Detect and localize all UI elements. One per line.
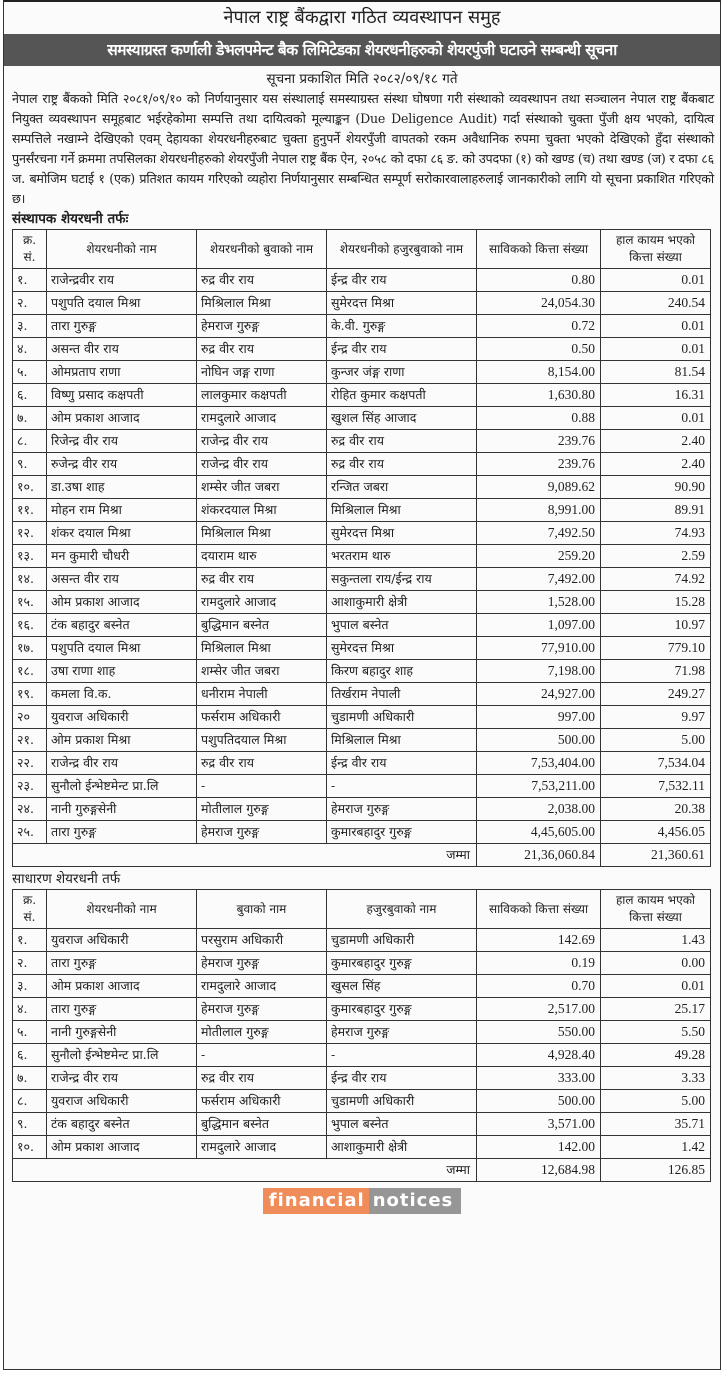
previous-units: 500.00 <box>477 1090 601 1113</box>
table-row <box>13 453 711 476</box>
grandfather-name: आशाकुमारी क्षेत्री <box>327 591 477 614</box>
father-name: मोतीलाल गुरुङ्ग <box>197 1021 327 1044</box>
table-row <box>13 637 711 660</box>
current-units: 9.97 <box>601 706 711 729</box>
grandfather-name: ईन्द्र वीर राय <box>327 1067 477 1090</box>
table-row <box>13 476 711 499</box>
shareholder-name: युवराज अधिकारी <box>47 706 197 729</box>
total-row <box>13 1159 711 1182</box>
shareholder-name: युवराज अधिकारी <box>47 929 197 952</box>
total-label: जम्मा <box>13 844 477 867</box>
previous-units: 7,492.50 <box>477 522 601 545</box>
shareholder-name: ओम प्रकाश मिश्रा <box>47 729 197 752</box>
father-name: हेमराज गुरुङ्ग <box>197 821 327 844</box>
table-row <box>13 1067 711 1090</box>
founder-shareholders-table <box>12 229 711 867</box>
header-serial: क्र. सं. <box>13 890 47 929</box>
grandfather-name: भरतराम थारु <box>327 545 477 568</box>
table-row <box>13 952 711 975</box>
father-name: रामदुलारे आजाद <box>197 591 327 614</box>
grandfather-name: हेमराज गुरुङ्ग <box>327 1021 477 1044</box>
shareholder-name: तारा गुरुङ्ग <box>47 952 197 975</box>
serial-number: ९. <box>13 453 47 476</box>
previous-units: 0.80 <box>477 269 601 292</box>
current-units: 4,456.05 <box>601 821 711 844</box>
shareholder-name: उषा राणा शाह <box>47 660 197 683</box>
table-row <box>13 591 711 614</box>
grandfather-name: ईन्द्र वीर राय <box>327 269 477 292</box>
shareholder-name: ओम प्रकाश आजाद <box>47 1136 197 1159</box>
serial-number: १. <box>13 929 47 952</box>
father-name: राजेन्द्र वीर राय <box>197 453 327 476</box>
serial-number: १७. <box>13 637 47 660</box>
previous-units: 1,630.80 <box>477 384 601 407</box>
father-name: पशुपतिदयाल मिश्रा <box>197 729 327 752</box>
current-units: 7,534.04 <box>601 752 711 775</box>
shareholder-name: असन्त वीर राय <box>47 338 197 361</box>
serial-number: ९. <box>13 1113 47 1136</box>
current-units: 5.00 <box>601 729 711 752</box>
previous-units: 2,517.00 <box>477 998 601 1021</box>
current-units: 3.33 <box>601 1067 711 1090</box>
serial-number: १६. <box>13 614 47 637</box>
current-units: 10.97 <box>601 614 711 637</box>
serial-number: ४. <box>13 338 47 361</box>
table-row <box>13 568 711 591</box>
father-name: रामदुलारे आजाद <box>197 975 327 998</box>
table-row <box>13 775 711 798</box>
table-row <box>13 1021 711 1044</box>
father-name: शम्सेर जीत जबरा <box>197 476 327 499</box>
current-units: 5.00 <box>601 1090 711 1113</box>
current-units: 0.01 <box>601 269 711 292</box>
father-name: रुद्र वीर राय <box>197 338 327 361</box>
previous-units: 142.00 <box>477 1136 601 1159</box>
header-current-units: हाल कायम भएको कित्ता संख्या <box>601 890 711 929</box>
father-name: फर्सराम अधिकारी <box>197 1090 327 1113</box>
father-name: मिश्रिलाल मिश्रा <box>197 522 327 545</box>
grandfather-name: मिश्रिलाल मिश्रा <box>327 729 477 752</box>
father-name: रुद्र वीर राय <box>197 1067 327 1090</box>
grandfather-name: के.वी. गुरुङ्ग <box>327 315 477 338</box>
grandfather-name: ईन्द्र वीर राय <box>327 338 477 361</box>
serial-number: ७. <box>13 407 47 430</box>
father-name: हेमराज गुरुङ्ग <box>197 952 327 975</box>
father-name: बुद्धिमान बस्नेत <box>197 614 327 637</box>
shareholder-name: विष्णु प्रसाद कक्षपती <box>47 384 197 407</box>
grandfather-name: रुद्र वीर राय <box>327 430 477 453</box>
previous-units: 333.00 <box>477 1067 601 1090</box>
shareholder-name: डा.उषा शाह <box>47 476 197 499</box>
shareholder-name: ओम प्रकाश आजाद <box>47 591 197 614</box>
previous-units: 8,991.00 <box>477 499 601 522</box>
serial-number: १०. <box>13 1136 47 1159</box>
serial-number: ४. <box>13 998 47 1021</box>
header-current-units: हाल कायम भएको कित्ता संख्या <box>601 230 711 269</box>
current-units: 0.01 <box>601 975 711 998</box>
previous-units: 7,492.00 <box>477 568 601 591</box>
current-units: 49.28 <box>601 1044 711 1067</box>
current-units: 90.90 <box>601 476 711 499</box>
serial-number: २२. <box>13 752 47 775</box>
previous-units: 0.19 <box>477 952 601 975</box>
serial-number: २१. <box>13 729 47 752</box>
grandfather-name: मिश्रिलाल मिश्रा <box>327 499 477 522</box>
previous-units: 997.00 <box>477 706 601 729</box>
father-name: - <box>197 775 327 798</box>
previous-units: 9,089.62 <box>477 476 601 499</box>
serial-number: १५. <box>13 591 47 614</box>
shareholder-name: टंक बहादुर बस्नेत <box>47 1113 197 1136</box>
shareholder-name: तारा गुरुङ्ग <box>47 315 197 338</box>
previous-units: 0.50 <box>477 338 601 361</box>
total-current-units: 126.85 <box>601 1159 711 1182</box>
grandfather-name: कुमारबहादुर गुरुङ्ग <box>327 998 477 1021</box>
current-units: 0.01 <box>601 315 711 338</box>
current-units: 35.71 <box>601 1113 711 1136</box>
header-shareholder-name: शेयरधनीको नाम <box>47 890 197 929</box>
current-units: 71.98 <box>601 660 711 683</box>
current-units: 1.43 <box>601 929 711 952</box>
father-name: शंकरदयाल मिश्रा <box>197 499 327 522</box>
shareholder-name: राजेन्द्र वीर राय <box>47 752 197 775</box>
table-row <box>13 1044 711 1067</box>
current-units: 2.40 <box>601 453 711 476</box>
serial-number: ५. <box>13 1021 47 1044</box>
table-row <box>13 798 711 821</box>
table-row <box>13 614 711 637</box>
header-father-name: बुवाको नाम <box>197 890 327 929</box>
founder-section-label: संस्थापक शेयरधनी तर्फः <box>12 211 129 227</box>
serial-number: १८. <box>13 660 47 683</box>
shareholder-name: पशुपति दयाल मिश्रा <box>47 292 197 315</box>
father-name: धनीराम नेपाली <box>197 683 327 706</box>
table-row <box>13 975 711 998</box>
shareholder-name: तारा गुरुङ्ग <box>47 998 197 1021</box>
grandfather-name: रन्जित जबरा <box>327 476 477 499</box>
watermark-text-right: notices <box>369 1188 462 1214</box>
previous-units: 4,45,605.00 <box>477 821 601 844</box>
previous-units: 1,528.00 <box>477 591 601 614</box>
previous-units: 500.00 <box>477 729 601 752</box>
shareholder-name: टंक बहादुर बस्नेत <box>47 614 197 637</box>
previous-units: 1,097.00 <box>477 614 601 637</box>
serial-number: १२. <box>13 522 47 545</box>
grandfather-name: कुमारबहादुर गुरुङ्ग <box>327 952 477 975</box>
grandfather-name: किरण बहादुर शाह <box>327 660 477 683</box>
table-row <box>13 269 711 292</box>
shareholder-name: रिजेन्द्र वीर राय <box>47 430 197 453</box>
shareholder-name: सुनौलो ईन्भेष्टमेन्ट प्रा.लि <box>47 1044 197 1067</box>
header-previous-units: साविकको कित्ता संख्या <box>477 890 601 929</box>
previous-units: 550.00 <box>477 1021 601 1044</box>
previous-units: 239.76 <box>477 453 601 476</box>
previous-units: 2,038.00 <box>477 798 601 821</box>
table-row <box>13 499 711 522</box>
current-units: 74.92 <box>601 568 711 591</box>
father-name: नोघिन जङ्ग राणा <box>197 361 327 384</box>
father-name: फर्सराम अधिकारी <box>197 706 327 729</box>
current-units: 1.42 <box>601 1136 711 1159</box>
previous-units: 7,53,211.00 <box>477 775 601 798</box>
watermark-strip <box>4 1186 720 1216</box>
father-name: हेमराज गुरुङ्ग <box>197 315 327 338</box>
previous-units: 7,198.00 <box>477 660 601 683</box>
shareholder-name: राजेन्द्रवीर राय <box>47 269 197 292</box>
notice-page <box>3 0 721 1370</box>
grandfather-name: - <box>327 775 477 798</box>
header-serial: क्र. सं. <box>13 230 47 269</box>
serial-number: २० <box>13 706 47 729</box>
previous-units: 3,571.00 <box>477 1113 601 1136</box>
shareholder-name: मन कुमारी चौधरी <box>47 545 197 568</box>
grandfather-name: कुन्जर जंङ्ग राणा <box>327 361 477 384</box>
current-units: 2.40 <box>601 430 711 453</box>
father-name: रुद्र वीर राय <box>197 269 327 292</box>
watermark-logo <box>263 1188 461 1214</box>
father-name: रामदुलारे आजाद <box>197 407 327 430</box>
general-table-body <box>13 929 711 1159</box>
serial-number: १९. <box>13 683 47 706</box>
serial-number: ७. <box>13 1067 47 1090</box>
total-label: जम्मा <box>13 1159 477 1182</box>
father-name: - <box>197 1044 327 1067</box>
previous-units: 24,927.00 <box>477 683 601 706</box>
table-row <box>13 522 711 545</box>
table-row <box>13 1113 711 1136</box>
previous-units: 7,53,404.00 <box>477 752 601 775</box>
serial-number: ३. <box>13 315 47 338</box>
current-units: 0.01 <box>601 338 711 361</box>
table-row <box>13 706 711 729</box>
serial-number: २३. <box>13 775 47 798</box>
table-header-row <box>13 230 711 269</box>
watermark-text-left: financial <box>263 1188 369 1214</box>
table-row <box>13 929 711 952</box>
current-units: 25.17 <box>601 998 711 1021</box>
previous-units: 0.88 <box>477 407 601 430</box>
serial-number: ६. <box>13 1044 47 1067</box>
current-units: 15.28 <box>601 591 711 614</box>
father-name: लालकुमार कक्षपती <box>197 384 327 407</box>
current-units: 20.38 <box>601 798 711 821</box>
previous-units: 77,910.00 <box>477 637 601 660</box>
grandfather-name: भुपाल बस्नेत <box>327 614 477 637</box>
previous-units: 0.70 <box>477 975 601 998</box>
grandfather-name: रुद्र वीर राय <box>327 453 477 476</box>
table-row <box>13 545 711 568</box>
grandfather-name: ईन्द्र वीर राय <box>327 752 477 775</box>
father-name: मिश्रिलाल मिश्रा <box>197 637 327 660</box>
grandfather-name: चुडामणी अधिकारी <box>327 929 477 952</box>
table-row <box>13 292 711 315</box>
header-shareholder-name: शेयरधनीको नाम <box>47 230 197 269</box>
serial-number: ११. <box>13 499 47 522</box>
table-row <box>13 683 711 706</box>
table-row <box>13 407 711 430</box>
current-units: 779.10 <box>601 637 711 660</box>
serial-number: ३. <box>13 975 47 998</box>
serial-number: ६. <box>13 384 47 407</box>
current-units: 2.59 <box>601 545 711 568</box>
father-name: रुद्र वीर राय <box>197 752 327 775</box>
previous-units: 24,054.30 <box>477 292 601 315</box>
serial-number: २. <box>13 952 47 975</box>
table-row <box>13 361 711 384</box>
header-previous-units: साविकको कित्ता संख्या <box>477 230 601 269</box>
published-date: सूचना प्रकाशित मिति २०८२/०९/१८ गते <box>266 71 458 87</box>
previous-units: 8,154.00 <box>477 361 601 384</box>
current-units: 0.01 <box>601 407 711 430</box>
header-grandfather-name: हजुरबुवाको नाम <box>327 890 477 929</box>
total-previous-units: 12,684.98 <box>477 1159 601 1182</box>
grandfather-name: सुमेरदत्त मिश्रा <box>327 637 477 660</box>
total-row <box>13 844 711 867</box>
serial-number: २४. <box>13 798 47 821</box>
header-grandfather-name: शेयरधनीको हजुरबुवाको नाम <box>327 230 477 269</box>
grandfather-name: चुडामणी अधिकारी <box>327 1090 477 1113</box>
previous-units: 259.20 <box>477 545 601 568</box>
father-name: परसुराम अधिकारी <box>197 929 327 952</box>
current-units: 74.93 <box>601 522 711 545</box>
shareholder-name: रुजेन्द्र वीर राय <box>47 453 197 476</box>
father-name: शम्सेर जीत जबरा <box>197 660 327 683</box>
previous-units: 239.76 <box>477 430 601 453</box>
grandfather-name: रोहित कुमार कक्षपती <box>327 384 477 407</box>
table-header-row <box>13 890 711 929</box>
grandfather-name: खुसल सिंह <box>327 975 477 998</box>
serial-number: ८. <box>13 430 47 453</box>
table-row <box>13 315 711 338</box>
serial-number: १०. <box>13 476 47 499</box>
grandfather-name: सुमेरदत्त मिश्रा <box>327 292 477 315</box>
father-name: रामदुलारे आजाद <box>197 1136 327 1159</box>
grandfather-name: हेमराज गुरुङ्ग <box>327 798 477 821</box>
father-name: मोतीलाल गुरुङ्ग <box>197 798 327 821</box>
current-units: 7,532.11 <box>601 775 711 798</box>
header-father-name: शेयरधनीको बुवाको नाम <box>197 230 327 269</box>
shareholder-name: नानी गुरुङ्गसेनी <box>47 798 197 821</box>
father-name: रुद्र वीर राय <box>197 568 327 591</box>
grandfather-name: - <box>327 1044 477 1067</box>
current-units: 249.27 <box>601 683 711 706</box>
serial-number: ५. <box>13 361 47 384</box>
founder-table-body <box>13 269 711 844</box>
shareholder-name: नानी गुरुङ्गसेनी <box>47 1021 197 1044</box>
current-units: 16.31 <box>601 384 711 407</box>
grandfather-name: भुपाल बस्नेत <box>327 1113 477 1136</box>
serial-number: १४. <box>13 568 47 591</box>
current-units: 5.50 <box>601 1021 711 1044</box>
shareholder-name: ओमप्रताप राणा <box>47 361 197 384</box>
table-row <box>13 430 711 453</box>
previous-units: 0.72 <box>477 315 601 338</box>
total-previous-units: 21,36,060.84 <box>477 844 601 867</box>
grandfather-name: सकुन्तला राय/ईन्द्र राय <box>327 568 477 591</box>
grandfather-name: कुमारबहादुर गुरुङ्ग <box>327 821 477 844</box>
notice-title-banner: समस्याग्रस्त कर्णाली डेभलपमेन्ट बैक लिमिटेडका शेयरधनीहरुको शेयरपुंजी घटाउने सम्बन्धी सूचना <box>4 34 720 66</box>
current-units: 0.00 <box>601 952 711 975</box>
table-row <box>13 729 711 752</box>
shareholder-name: मोहन राम मिश्रा <box>47 499 197 522</box>
current-units: 240.54 <box>601 292 711 315</box>
father-name: राजेन्द्र वीर राय <box>197 430 327 453</box>
notice-body-paragraph: नेपाल राष्ट्र बैंकको मिति २०८१/०९/१० को निर्णयानुसार यस संस्थालाई समस्याग्रस्त संस्था घोषणा गरी संस्थाको व्यवस्थापन तथा सञ्चालन नेपाल राष्ट्र बैंकबाट नियुक्त व्यवस्थापन समूहबाट भईरहेकोमा सम्पत्ति तथा दायित्वको मूल्याङ्कन (Due Deligence Audit) गर्दा संस्थाको चुक्ता पुँजी क्षय भएको, दायित्व सम्पत्तिले नखाम्ने देखिएको एवम् देहायका शेयरधनीहरुबाट चुक्ता हुनुपर्ने शेयरपुँजी वापतको रकम अवैधानिक रुपमा चुक्ता भएको देखिएको हुँदा संस्थाको पुनर्संरचना गर्ने क्रममा तपसिलका शेयरधनीहरुको शेयरपुँजी नेपाल राष्ट्र बैंक ऐन, २०५८ को दफा ८६ ङ. को उपदफा (१) को खण्ड (च) तथा खण्ड (ज) र दफा ८६ ज. बमोजिम घटाई १ (एक) प्रतिशत कायम गरिएको व्यहोरा निर्णयानुसार सम्बन्धित सम्पूर्ण सरोकारवालाहरुलाई जानकारीको लागि यो सूचना प्रकाशित गरिएको छ। <box>12 91 714 206</box>
table-row <box>13 821 711 844</box>
shareholder-name: राजेन्द्र वीर राय <box>47 1067 197 1090</box>
general-shareholders-table <box>12 889 711 1182</box>
shareholder-name: ओम प्रकाश आजाद <box>47 407 197 430</box>
previous-units: 142.69 <box>477 929 601 952</box>
table-row <box>13 1136 711 1159</box>
shareholder-name: युवराज अधिकारी <box>47 1090 197 1113</box>
father-name: हेमराज गुरुङ्ग <box>197 998 327 1021</box>
table-row <box>13 1090 711 1113</box>
previous-units: 4,928.40 <box>477 1044 601 1067</box>
table-row <box>13 998 711 1021</box>
father-name: मिश्रिलाल मिश्रा <box>197 292 327 315</box>
table-row <box>13 660 711 683</box>
general-section-label: साधारण शेयरधनी तर्फ <box>12 871 121 887</box>
father-name: बुद्धिमान बस्नेत <box>197 1113 327 1136</box>
shareholder-name: कमला वि.क. <box>47 683 197 706</box>
father-name: दयाराम थारु <box>197 545 327 568</box>
grandfather-name: चुडामणी अधिकारी <box>327 706 477 729</box>
serial-number: २. <box>13 292 47 315</box>
shareholder-name: शंकर दयाल मिश्रा <box>47 522 197 545</box>
serial-number: १. <box>13 269 47 292</box>
serial-number: ८. <box>13 1090 47 1113</box>
org-title: नेपाल राष्ट्र बैंकद्वारा गठित व्यवस्थापन समुह <box>223 7 501 28</box>
shareholder-name: तारा गुरुङ्ग <box>47 821 197 844</box>
grandfather-name: तिर्खराम नेपाली <box>327 683 477 706</box>
total-current-units: 21,360.61 <box>601 844 711 867</box>
current-units: 89.91 <box>601 499 711 522</box>
serial-number: १३. <box>13 545 47 568</box>
table-row <box>13 752 711 775</box>
grandfather-name: आशाकुमारी क्षेत्री <box>327 1136 477 1159</box>
grandfather-name: खुशल सिंह आजाद <box>327 407 477 430</box>
table-row <box>13 384 711 407</box>
shareholder-name: असन्त वीर राय <box>47 568 197 591</box>
shareholder-name: पशुपति दयाल मिश्रा <box>47 637 197 660</box>
shareholder-name: सुनौलो ईन्भेष्टमेन्ट प्रा.लि <box>47 775 197 798</box>
grandfather-name: सुमेरदत्त मिश्रा <box>327 522 477 545</box>
shareholder-name: ओम प्रकाश आजाद <box>47 975 197 998</box>
table-row <box>13 338 711 361</box>
serial-number: २५. <box>13 821 47 844</box>
current-units: 81.54 <box>601 361 711 384</box>
